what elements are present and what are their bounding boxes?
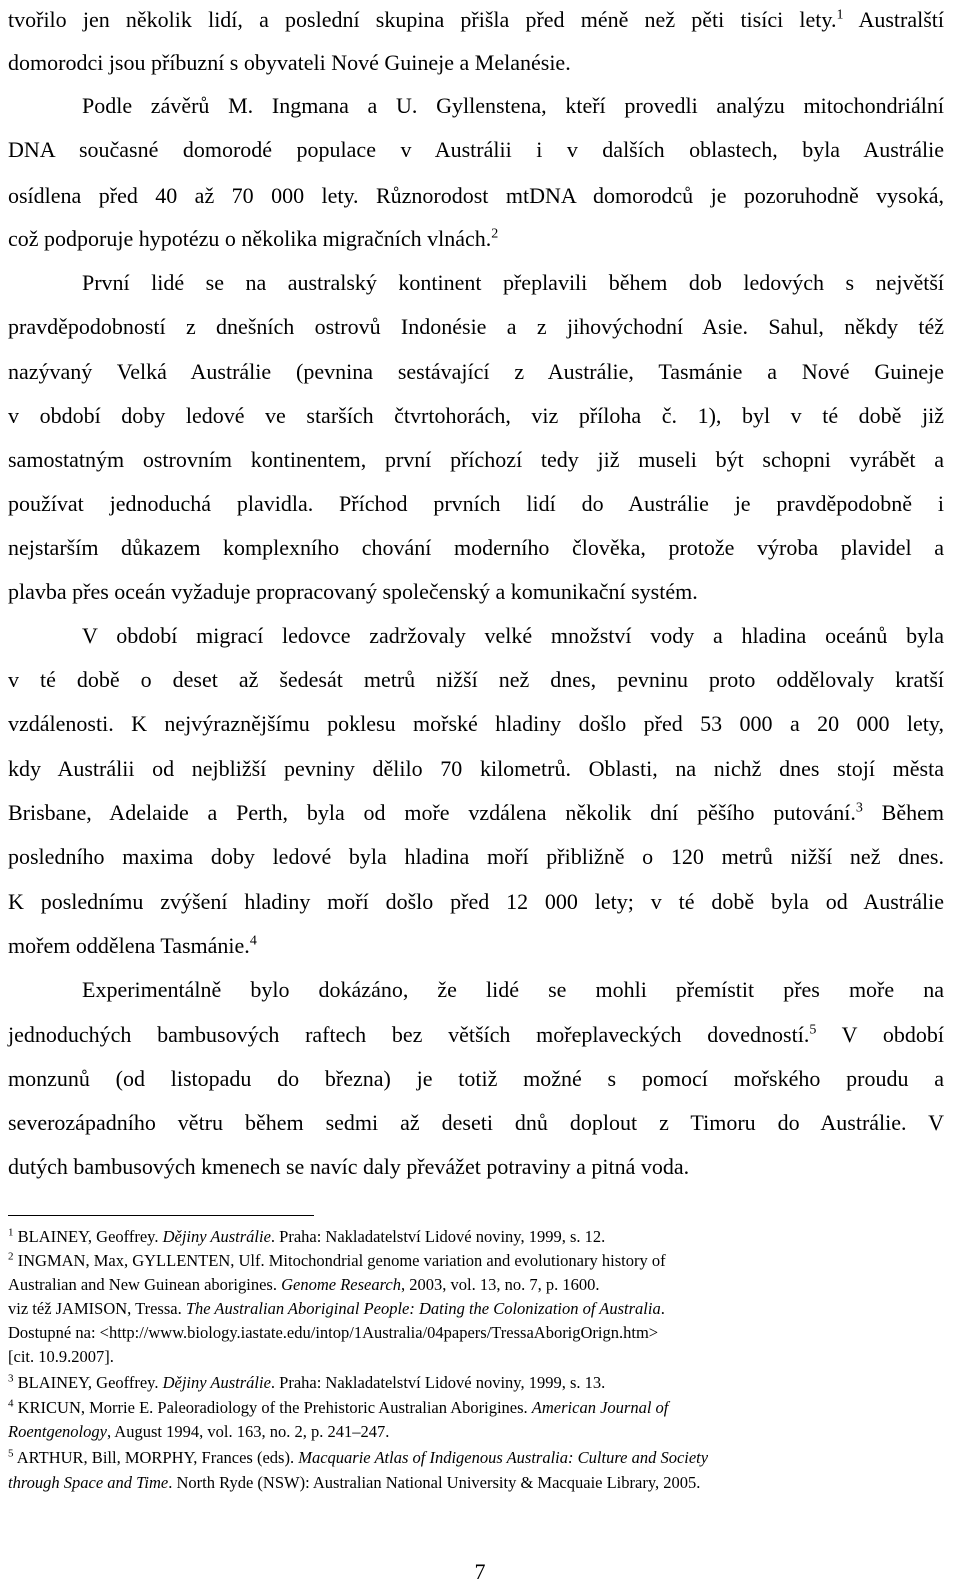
text-line: Podle závěrů M. Ingmana a U. Gyllenstena, kteří provedli analýzu mitochondriální — [82, 93, 944, 118]
text-line: posledního maxima doby ledové byla hladina moří přibližně o 120 metrů nižší než dnes. — [8, 844, 944, 869]
footnote: through Space and Time. North Ryde (NSW): Australian National University & Macquaie Library, 2005. — [8, 1473, 701, 1492]
footnote-ref[interactable]: 2 — [491, 226, 499, 242]
footnote: Australian and New Guinean aborigines. Genome Research, 2003, vol. 13, no. 7, p. 1600. — [8, 1275, 600, 1294]
footnote: viz též JAMISON, Tressa. The Australian Aboriginal People: Dating the Colonization of Australia. — [8, 1299, 665, 1318]
text-line: plavba přes oceán vyžaduje propracovaný společenský a komunikační systém. — [8, 579, 698, 604]
text-line: kdy Austrálii od nejbližší pevniny dělilo 70 kilometrů. Oblasti, na nichž dnes stojí města — [8, 756, 944, 781]
footnote-ref[interactable]: 3 — [855, 800, 863, 816]
text-line: tvořilo jen několik lidí, a poslední skupina přišla před méně než pěti tisíci lety.$^1$ Australští — [8, 7, 944, 32]
footnote: Roentgenology, August 1994, vol. 163, no. 2, p. 241–247. — [8, 1422, 390, 1441]
footnote: [cit. 10.9.2007]. — [8, 1347, 114, 1366]
footnote: $^4$ KRICUN, Morrie E. Paleoradiology of the Prehistoric Australian Aborigines. American Journal of — [8, 1397, 669, 1417]
footnote-separator — [8, 1215, 314, 1216]
text-line: mořem oddělena Tasmánie.$^4$ — [8, 933, 257, 958]
footnote: $^3$ BLAINEY, Geoffrey. Dějiny Austrálie. Praha: Nakladatelství Lidové noviny, 1999, s. 13. — [8, 1372, 606, 1392]
text-line: Experimentálně bylo dokázáno, že lidé se mohli přemístit přes moře na — [82, 977, 944, 1002]
text-line: samostatným ostrovním kontinentem, první příchozí tedy již museli být schopni vyrábět a — [8, 447, 944, 472]
text-line: používat jednoduchá plavidla. Příchod prvních lidí do Austrálie je pravděpodobně i — [8, 491, 944, 516]
footnote: $^2$ INGMAN, Max, GYLLENTEN, Ulf. Mitochondrial genome variation and evolutionary history of — [8, 1250, 666, 1270]
text-line: jednoduchých bambusových raftech bez větších mořeplaveckých dovedností.$^5$ V období — [8, 1022, 944, 1047]
text-line: První lidé se na australský kontinent přeplavili během dob ledových s největší — [82, 270, 944, 295]
text-line: v období doby ledové ve starších čtvrtohorách, viz příloha č. 1), byl v té době již — [8, 403, 944, 428]
text-line: monzunů (od listopadu do března) je totiž možné s pomocí mořského proudu a — [8, 1066, 944, 1091]
text-line: což podporuje hypotézu o několika migračních vlnách.$^2$ — [8, 226, 499, 251]
footnote: $^1$ BLAINEY, Geoffrey. Dějiny Austrálie. Praha: Nakladatelství Lidové noviny, 1999, s. 12. — [8, 1226, 606, 1246]
text-line: pravděpodobností z dnešních ostrovů Indonésie a z jihovýchodní Asie. Sahul, někdy též — [8, 314, 944, 339]
text-line: dutých bambusových kmenech se navíc daly převážet potraviny a pitná voda. — [8, 1154, 690, 1179]
page-number: 7 — [474, 1559, 486, 1584]
footnote-ref[interactable]: 5 — [809, 1022, 817, 1038]
text-line: K poslednímu zvýšení hladiny moří došlo před 12 000 lety; v té době byla od Austrálie — [8, 889, 944, 914]
text-line: domorodci jsou příbuzní s obyvateli Nové Guineje a Melanésie. — [8, 50, 571, 75]
text-line: v té době o deset až šedesát metrů nižší než dnes, pevninu proto oddělovaly kratší — [8, 667, 944, 692]
footnote-link[interactable]: Dostupné na: <http://www.biology.iastate.edu/intop/1Australia/04papers/TressaAborigOrign.htm> — [8, 1323, 659, 1342]
text-line: osídlena před 40 až 70 000 lety. Různorodost mtDNA domorodců je pozoruhodně vysoká, — [8, 183, 944, 208]
text-line: Brisbane, Adelaide a Perth, byla od moře vzdálena několik dní pěšího putování.$^3$ Během — [8, 800, 944, 825]
text-line: V období migrací ledovce zadržovaly velké množství vody a hladina oceánů byla — [82, 623, 944, 648]
footnote: $^5$ ARTHUR, Bill, MORPHY, Frances (eds). Macquarie Atlas of Indigenous Australia: Culture and Society — [8, 1447, 709, 1467]
footnote-ref[interactable]: 1 — [836, 7, 844, 23]
footnote-ref[interactable]: 4 — [249, 933, 257, 949]
text-line: nazývaný Velká Austrálie (pevnina sestávající z Austrálie, Tasmánie a Nové Guineje — [8, 359, 944, 384]
text-line: nejstarším důkazem komplexního chování moderního člověka, protože výroba plavidel a — [8, 535, 944, 560]
text-line: severozápadního větru během sedmi až deseti dnů doplout z Timoru do Austrálie. V — [8, 1110, 944, 1135]
text-line: vzdálenosti. K nejvýraznějšímu poklesu mořské hladiny došlo před 53 000 a 20 000 lety, — [8, 711, 944, 736]
text-line: DNA současné domorodé populace v Austrálii i v dalších oblastech, byla Austrálie — [8, 137, 944, 162]
